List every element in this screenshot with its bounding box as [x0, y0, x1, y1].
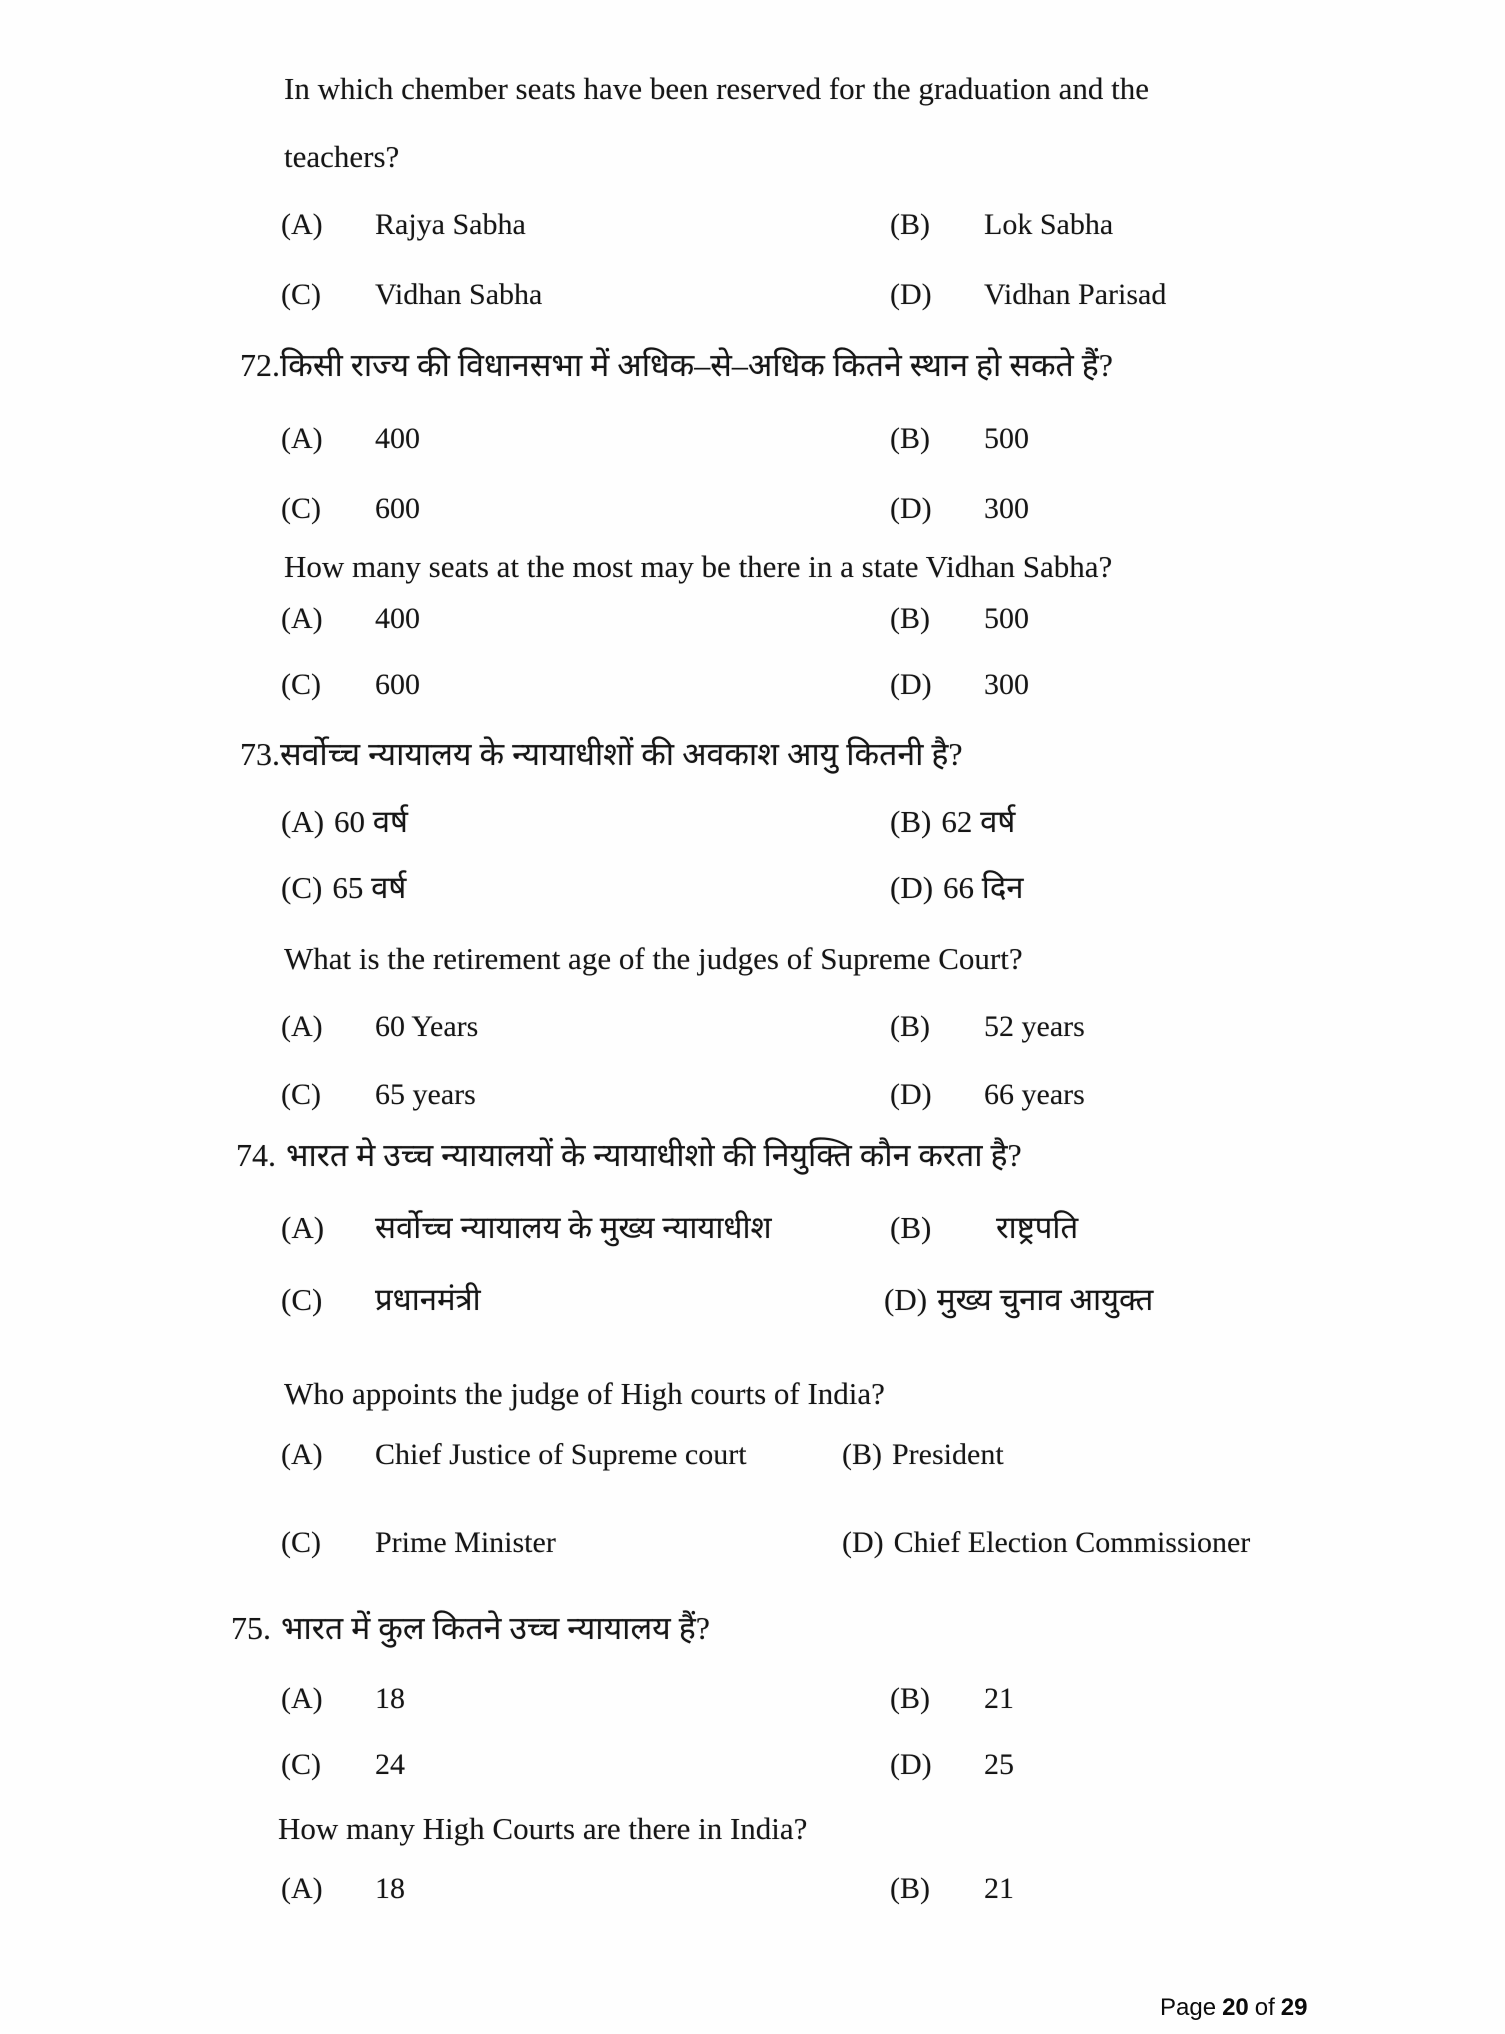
option-label: (B) — [890, 208, 930, 241]
option-label: (B) — [842, 1438, 882, 1471]
option-text: 400 — [375, 422, 420, 455]
option-text: 62 वर्ष — [941, 804, 1016, 839]
option-text: 500 — [984, 602, 1029, 635]
question-text: भारत मे उच्च न्यायालयों के न्यायाधीशो की नियुक्ति कौन करता है? — [286, 1137, 1022, 1173]
option-text: 21 — [984, 1682, 1014, 1715]
option-label: (A) — [281, 208, 323, 241]
option-text: 60 वर्ष — [334, 804, 408, 839]
option-text: मुख्य चुनाव आयुक्त — [937, 1282, 1154, 1317]
option-label: (A) — [281, 1010, 323, 1043]
option-text: 18 — [375, 1682, 405, 1715]
option-label: (B) — [890, 1010, 930, 1043]
option-text: 24 — [375, 1748, 405, 1781]
option-label: (A) — [281, 1438, 323, 1471]
option-text: Vidhan Sabha — [375, 278, 543, 311]
option-text: 66 years — [984, 1078, 1085, 1111]
footer-total-pages: 29 — [1280, 1994, 1308, 2021]
option-label: (C) — [281, 1748, 321, 1781]
option-label: (A) — [281, 804, 325, 839]
option-text: Chief Justice of Supreme court — [375, 1438, 747, 1471]
option-label: (D) — [890, 870, 934, 905]
option-text: 52 years — [984, 1010, 1085, 1043]
option-label: (C) — [281, 668, 321, 701]
option-text: प्रधानमंत्री — [375, 1282, 481, 1317]
option-text: Chief Election Commissioner — [893, 1526, 1251, 1559]
question-number: 72. — [240, 347, 280, 383]
option-label: (A) — [281, 602, 323, 635]
option-text: 300 — [984, 668, 1029, 701]
option-label: (A) — [281, 1872, 323, 1905]
option-label: (D) — [842, 1526, 884, 1559]
option-text: राष्ट्रपति — [996, 1210, 1079, 1245]
option-text: 400 — [375, 602, 420, 635]
footer-current-page: 20 — [1222, 1994, 1249, 2021]
question-number: 75. — [231, 1610, 271, 1646]
option-label: (A) — [281, 1210, 325, 1245]
question-text: How many High Courts are there in India? — [278, 1811, 808, 1846]
option-text: 600 — [375, 492, 420, 525]
question-text: How many seats at the most may be there in a state Vidhan Sabha? — [284, 549, 1113, 584]
page-footer — [1160, 1994, 1307, 2022]
option-label: (C) — [281, 870, 323, 905]
option-text: सर्वोच्च न्यायालय के मुख्य न्यायाधीश — [375, 1210, 772, 1245]
option-label: (B) — [890, 602, 930, 635]
option-label: (D) — [890, 668, 932, 701]
question-text: Who appoints the judge of High courts of India? — [284, 1376, 885, 1411]
option-label: (A) — [281, 422, 323, 455]
option-text: 21 — [984, 1872, 1014, 1905]
option-text: 18 — [375, 1872, 405, 1905]
option-text: 300 — [984, 492, 1029, 525]
option-label: (B) — [890, 1210, 932, 1245]
option-text: 60 Years — [375, 1010, 479, 1043]
footer-of-word: of — [1254, 1994, 1275, 2021]
option-label: (B) — [890, 422, 930, 455]
question-number: 73. — [240, 736, 280, 772]
option-label: (C) — [281, 278, 321, 311]
option-label: (C) — [281, 492, 321, 525]
option-text: 25 — [984, 1748, 1014, 1781]
question-text: In which chember seats have been reserved for the graduation and the — [284, 71, 1150, 106]
option-text: Vidhan Parisad — [984, 278, 1167, 311]
option-label: (C) — [281, 1526, 321, 1559]
option-label: (A) — [281, 1682, 323, 1715]
question-text: सर्वोच्च न्यायालय के न्यायाधीशों की अवकाश आयु कितनी है? — [280, 736, 963, 772]
option-label: (B) — [890, 1872, 930, 1905]
option-label: (B) — [890, 1682, 930, 1715]
option-text: 600 — [375, 668, 420, 701]
option-label: (B) — [890, 804, 932, 839]
question-text: किसी राज्य की विधानसभा में अधिक–से–अधिक कितने स्थान हो सकते हैं? — [280, 347, 1113, 383]
option-text: Rajya Sabha — [375, 208, 526, 241]
option-text: 500 — [984, 422, 1029, 455]
question-text: teachers? — [284, 139, 400, 174]
option-text: President — [892, 1438, 1004, 1471]
question-number: 74. — [236, 1137, 276, 1173]
option-text: Prime Minister — [375, 1526, 556, 1559]
option-label: (D) — [884, 1282, 928, 1317]
option-text: Lok Sabha — [984, 208, 1114, 241]
option-label: (D) — [890, 1748, 932, 1781]
option-text: 66 दिन — [943, 870, 1024, 905]
option-label: (D) — [890, 1078, 932, 1111]
footer-page-word: Page — [1160, 1994, 1217, 2021]
option-label: (D) — [890, 278, 932, 311]
option-label: (C) — [281, 1282, 323, 1317]
option-label: (D) — [890, 492, 932, 525]
option-label: (C) — [281, 1078, 321, 1111]
question-text: What is the retirement age of the judges of Supreme Court? — [284, 941, 1023, 976]
option-text: 65 वर्ष — [332, 870, 407, 905]
question-text: भारत में कुल कितने उच्च न्यायालय हैं? — [281, 1610, 710, 1646]
option-text: 65 years — [375, 1078, 476, 1111]
